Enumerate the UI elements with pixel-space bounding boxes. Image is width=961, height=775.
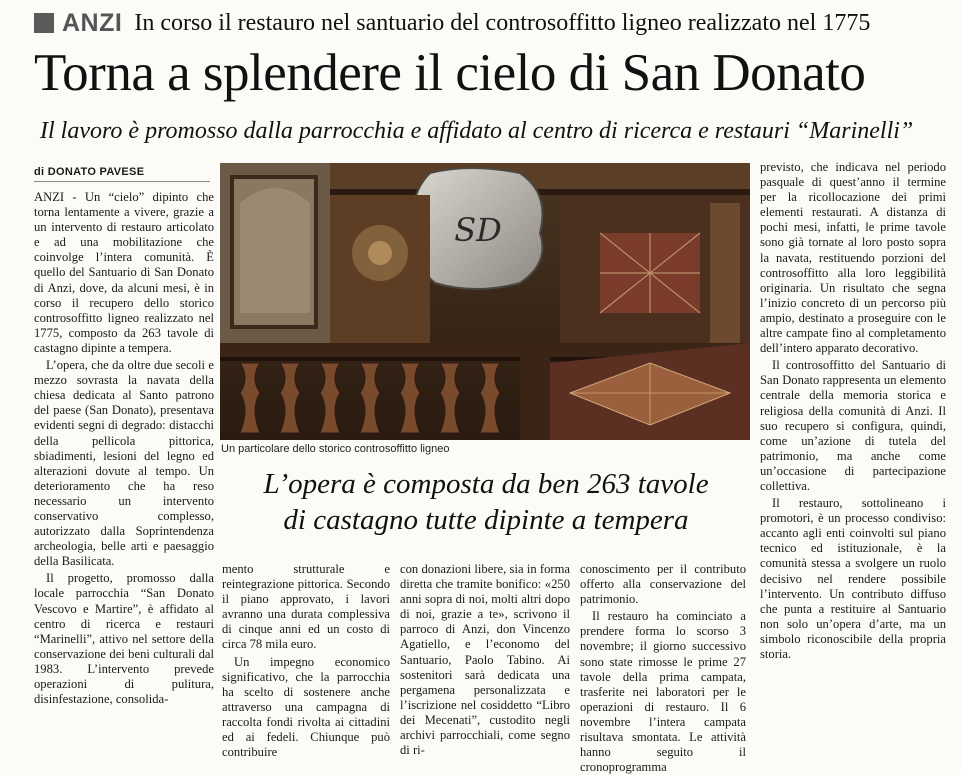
article-column-2 (222, 562, 390, 760)
pull-quote-line: L’opera è composta da ben 263 tavole (263, 468, 709, 500)
article-column-3 (400, 562, 570, 758)
article-column-5 (760, 160, 946, 770)
paragraph: conoscimento per il contributo offerto alla conservazione del patrimonio. (580, 562, 746, 607)
kicker (34, 8, 944, 38)
article-column-4 (580, 562, 746, 775)
monogram: SD (454, 211, 502, 249)
painted-ceiling-illustration (220, 163, 750, 440)
paragraph: Un impegno economico significativo, che la parrocchia ha scelto di sostenere anche attraverso una campagna di raccolta fondi rivolta ai cittadini ed ai fedeli. Chiunque può contribuire (222, 654, 390, 760)
paragraph: Il restauro ha cominciato a prendere forma lo scorso 3 novembre; il giorno successivo sono state rimosse le prime 27 tavole della prima campata, trasferite nei laboratori per le operazioni di restauro. Il 6 novembre l’intera campata risultava smontata. Le attività hanno seguito il cronoprogramma (580, 609, 746, 775)
pull-quote-line: di castagno tutte dipinte a tempera (283, 504, 689, 536)
pull-quote (222, 466, 750, 538)
photo-caption: Un particolare dello storico controsoffitto ligneo (221, 443, 450, 455)
kicker-text: In corso il restauro nel santuario del controsoffitto ligneo realizzato nel 1775 (134, 9, 871, 36)
headline: Torna a splendere il cielo di San Donato (34, 44, 866, 102)
paragraph: Il restauro, sottolineano i promotori, è un processo condiviso: accanto agli enti coinvolti sul piano tecnico ed istituzionale, è la comunità stessa a svolgere un ruolo decisivo nel rendere possibile l’intervento. Un contributo diffuso che punta a restituire al Santuario non solo un’opera d’arte, ma un simbolo riconoscibile della propria storia. (760, 496, 946, 661)
subhead: Il lavoro è promosso dalla parrocchia e affidato al centro di ricerca e restauri “Marinelli” (40, 118, 914, 144)
paragraph: Il controsoffitto del Santuario di San Donato rappresenta un elemento centrale della memoria storica e religiosa della comunità di Anzi. Il suo recupero si configura, quindi, come un’azione di tutela del patrimonio, ma anche come un’occasione di partecipazione collettiva. (760, 358, 946, 493)
paragraph: mento strutturale e reintegrazione pittorica. Secondo il piano approvato, i lavori avranno una durata complessiva di cinque anni ed un costo di circa 78 mila euro. (222, 562, 390, 652)
paragraph: L’opera, che da oltre due secoli e mezzo sovrasta la navata della chiesa dedicata al Santo patrono del paese (San Donato), presentava evidenti segni di degrado: distacchi della pellicola pittorica, sbiadimenti, lesioni del legno ed alterazioni dovute al tempo. Un deterioramento che ha reso necessario un intervento conservativo complesso, autorizzato dalla Soprintendenza archeologia, belle arti e paesaggio della Basilicata. (34, 358, 214, 569)
article-column-1 (34, 190, 214, 770)
byline: di DONATO PAVESE (34, 166, 210, 182)
kicker-square-icon (34, 13, 54, 33)
paragraph: con donazioni libere, sia in forma diretta che tramite bonifico: «250 anni sopra di noi, molti altri dopo di noi, grazie a te», scrivono il parroco di Anzi, don Vincenzo Agatiello, e l’economo del Santuario, Paolo Tabino. Ai sostenitori sarà dedicata una pergamena personalizzata e l’iscrizione nel cosiddetto “Libro dei Mecenati”, custodito negli archivi parrocchiali, come segno di ri- (400, 562, 570, 758)
ceiling-photo (220, 163, 750, 440)
kicker-place: ANZI (62, 8, 123, 37)
paragraph: previsto, che indicava nel periodo pasquale di quest’anno il termine per la ricollocazione dei primi elementi restaurati. A distanza di pochi mesi, infatti, le prime tavole sono già tornate al loro posto sopra la navata, restituendo porzioni del controsoffitto alla loro leggibilità originaria. Un risultato che segna l’inizio concreto di un percorso più ampio, destinato a proseguire con le altre campate fino al completamento dell’intero apparato decorativo. (760, 160, 946, 356)
paragraph: Il progetto, promosso dalla locale parrocchia “San Donato Vescovo e Martire”, è affidato al centro di ricerca e restauri “Marinelli”, attivo nel settore della conservazione dei beni culturali dal 1983. L’intervento prevede operazioni di pulitura, disinfestazione, consolida- (34, 571, 214, 707)
paragraph: ANZI - Un “cielo” dipinto che torna lentamente a vivere, grazie a un intervento di restauro articolato e ad una mobilitazione che coinvolge l’intera comunità. È quello del Santuario di San Donato di Anzi, dove, da alcuni mesi, è in corso il recupero dello storico controsoffitto ligneo realizzato nel 1775, composto da 263 tavole di castagno dipinte a tempera. (34, 190, 214, 355)
